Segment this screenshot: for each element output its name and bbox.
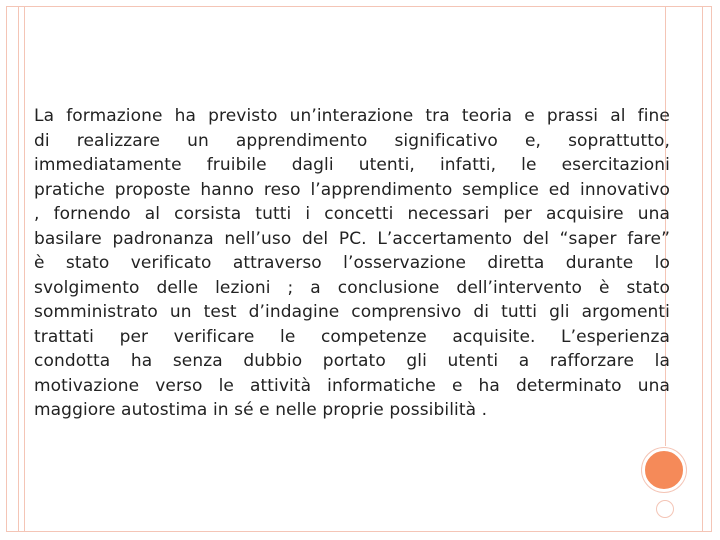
body-line: maggiore autostima in sé e nelle proprie possibilità . [34, 400, 488, 420]
left-rule-outer [18, 6, 19, 532]
slide-body-text [34, 104, 670, 423]
body-line: condotta ha senza dubbio portato gli utenti a rafforzare la [34, 351, 670, 371]
body-line: è stato verificato attraverso l’osservazione diretta durante lo [34, 253, 670, 273]
body-line: motivazione verso le attività informatiche e ha determinato una [34, 375, 670, 396]
decorative-orange-circle [642, 448, 686, 492]
body-line: immediatamente fruibile dagli utenti, infatti, le esercitazioni [34, 155, 670, 175]
body-line: pratiche proposte hanno reso l’apprendimento semplice ed innovativo [34, 179, 670, 200]
body-line: basilare padronanza nell’uso del PC. L’accertamento del “saper fare” [34, 228, 670, 249]
body-line: di realizzare un apprendimento significativo e, soprattutto, [34, 130, 670, 151]
right-rule [702, 6, 703, 532]
body-line: somministrato un test d’indagine comprensivo di tutti gli argomenti [34, 302, 670, 322]
body-line: svolgimento delle lezioni ; a conclusione dell’intervento è stato [34, 277, 670, 298]
body-line: , fornendo al corsista tutti i concetti necessari per acquisire una [34, 204, 670, 224]
left-rule-inner [24, 6, 25, 532]
body-line: La formazione ha previsto un’interazione tra teoria e prassi al fine [34, 106, 670, 126]
body-line: trattati per verificare le competenze acquisite. L’esperienza [34, 326, 670, 347]
decorative-small-circle [656, 500, 674, 518]
